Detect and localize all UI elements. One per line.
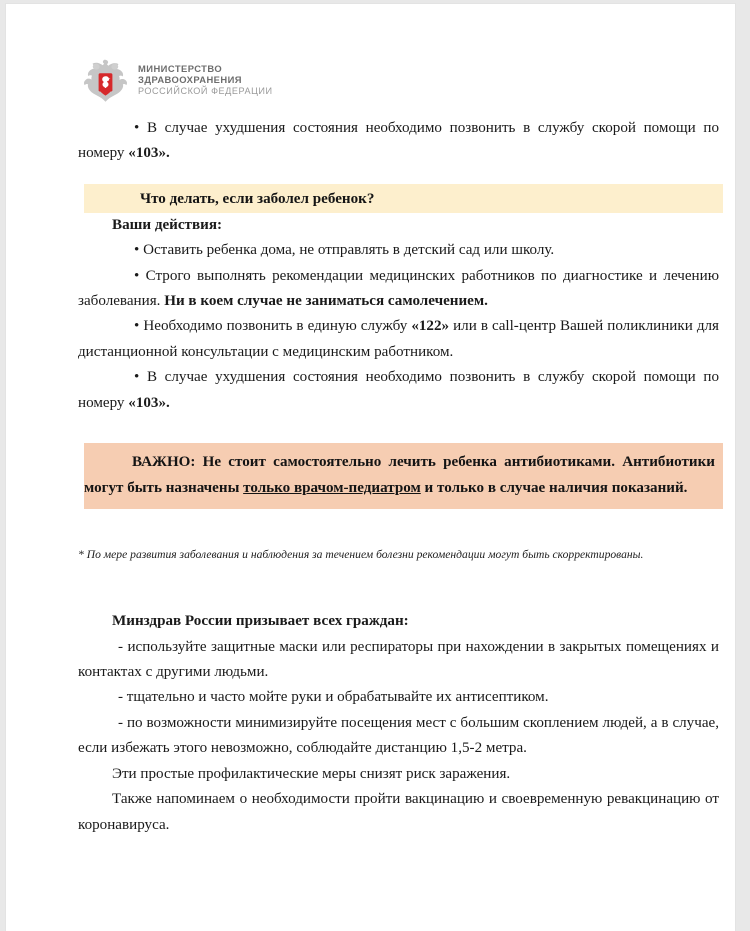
document-page — [6, 4, 735, 931]
closing-paragraph-1: Эти простые профилактические меры снизят риск заражения. — [112, 765, 511, 782]
emphasis-phone-103: «103». — [128, 145, 170, 162]
subheading-your-actions: Ваши действия: — [112, 216, 223, 233]
important-underlined-phrase: только врачом-педиатром — [243, 479, 421, 496]
paragraph-text: Оставить ребенка дома, не отправлять в детский сад или школу. — [143, 242, 555, 259]
footnote-note: * По мере развития заболевания и наблюдения за течением болезни рекомендации могут быть скорректированы. — [78, 548, 644, 562]
emphasis-phone-103: «103». — [128, 394, 170, 411]
call-item-3: - по возможности минимизируйте посещения мест с большим скоплением людей, а в случае, если избежать этого невозможно, соблюдайте дистанцию 1,5-2 метра. — [78, 714, 719, 757]
paragraph-bullet-122 — [78, 314, 719, 365]
important-notice — [84, 450, 715, 501]
emphasis-phone-122: «122» — [411, 318, 450, 335]
russian-coat-of-arms-health-emblem-icon — [82, 57, 129, 103]
paragraph-top-bullet — [78, 116, 719, 167]
section-heading-child-ill: Что делать, если заболел ребенок? — [140, 190, 375, 207]
important-text-part-2: и только в случае наличия показаний. — [420, 479, 688, 496]
paragraph-bullet-1 — [78, 238, 719, 263]
ministry-line-3: РОССИЙСКОЙ ФЕДЕРАЦИИ — [138, 85, 273, 96]
bullet-marker: • — [134, 267, 140, 284]
highlight-band-yellow — [84, 184, 723, 213]
heading-minzdrav-calls: Минздрав России призывает всех граждан: — [112, 613, 409, 630]
paragraph-text-part-1: В случае ухудшения состояния необходимо позвонить в службу скорой помощи по номеру — [78, 369, 719, 411]
bullet-marker: • — [134, 369, 140, 386]
paragraph-bullet-103 — [78, 365, 719, 416]
paragraph-text-part-1: Необходимо позвонить в единую службу — [143, 318, 412, 335]
paragraph-bullet-2 — [78, 264, 719, 315]
paragraph-text: В случае ухудшения состояния необходимо позвонить в службу скорой помощи по номеру — [78, 120, 719, 162]
bullet-marker: • — [134, 120, 140, 136]
paragraph-text-part-2: или в call-центр Вашей поликлиники для дистанционной консультации с медицинским работником. — [78, 318, 719, 360]
important-text-part-1: Не стоит самостоятельно лечить ребенка антибиотиками. Антибиотики могут быть назначены — [84, 454, 715, 496]
bullet-marker: • — [134, 318, 140, 335]
highlight-band-orange-important — [84, 443, 723, 509]
call-item-2: - тщательно и часто мойте руки и обрабатывайте их антисептиком. — [118, 689, 549, 706]
document-body — [78, 116, 719, 838]
emphasis-no-self-medication: Ни в коем случае не заниматься самолечением. — [164, 293, 488, 310]
important-label: ВАЖНО: — [132, 454, 196, 471]
ministry-line-1: МИНИСТЕРСТВО — [138, 62, 223, 74]
ministry-name-block — [138, 63, 273, 97]
closing-paragraph-2: Также напоминаем о необходимости пройти вакцинацию и своевременную ревакцинацию от коронавируса. — [78, 791, 719, 833]
ministry-line-2: ЗДРАВООХРАНЕНИЯ — [138, 74, 242, 86]
ministry-header — [82, 57, 273, 103]
bullet-marker: • — [134, 242, 140, 259]
call-item-1: - используйте защитные маски или респираторы при нахождении в закрытых помещениях и контактах с другими людьми. — [78, 638, 719, 681]
paragraph-text: Строго выполнять рекомендации медицинских работников по диагностике и лечению заболевания. — [78, 267, 719, 310]
